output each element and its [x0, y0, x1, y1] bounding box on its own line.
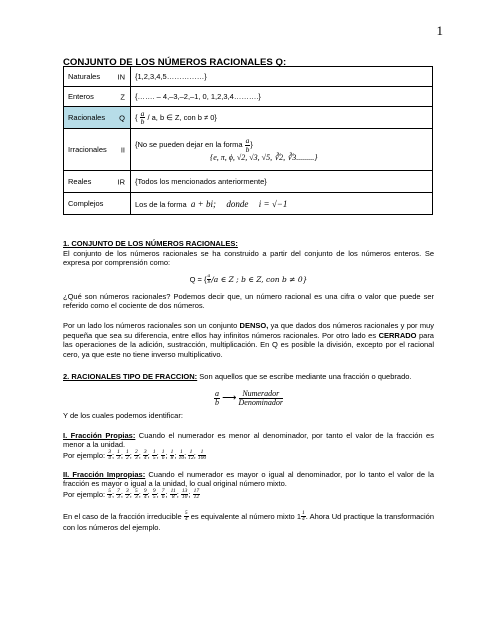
set-value: Los de la forma a + bi; donde i = √−1 [131, 193, 433, 215]
section-heading: 2. RACIONALES TIPO DE FRACCION: [63, 372, 198, 382]
example-fraction: $\frac{1}{10}$ [178, 448, 185, 462]
fraction: $\frac{a}{b}$ [245, 136, 250, 154]
example-fraction: $\frac{9}{5}$ [152, 487, 156, 501]
example-fraction: $\frac{1}{6}$ [161, 448, 165, 462]
set-name: Irracionales II [64, 129, 131, 171]
table-row [64, 107, 433, 129]
paragraph: Y de los cuales podemos identificar: [63, 410, 183, 420]
example-fraction: $\frac{1}{3}$ [117, 448, 120, 462]
page-number: 1 [436, 23, 443, 38]
example-fraction: $\frac{13}{10}$ [181, 487, 188, 501]
set-value: {No se pueden dejar en la forma $\frac{a}{b}$ } {e, π, ϕ, √2, √3, √5, ∛2, ∛3.........} [131, 129, 433, 171]
example-fraction: $\frac{5}{4}$ [108, 487, 111, 501]
fraction-list: $\frac{5}{4}$ ; $\frac{7}{3}$ ; $\frac{3}{2}$ ; $\frac{5}{3}$ ; $\frac{9}{4}$ ; $\frac{9}{5}$ ; $\frac{7}{6}$ ; $\frac{11}{8}$ ; $\frac{13}{10}$ ; $\frac{17}{12}$ [108, 487, 200, 501]
set-name: Racionales Q [64, 107, 131, 129]
paragraph: Por un lado los números racionales son un conjunto DENSO, ya que dados dos números racionales y por muy pequeña que sea su diferencia, entre ellos hay infinitos números racionales. Por otro lado es CERRADO para las operaciones de la adición, sustracción, multiplicación. En Q es posible la división, excepto por el racional cero, ya que este no tiene inverso multiplicativo. [63, 320, 434, 359]
example-fraction: $\frac{2}{3}$ [134, 448, 138, 462]
fraction: $\frac{5}{4}$ [184, 509, 188, 523]
paragraph: I. Fracción Propias: Cuando el numerador es menor al denominador, por tanto el valor de la fracción es menor a la unidad. [63, 430, 434, 450]
example-line: Por ejemplo: $\frac{3}{4}$ ; $\frac{1}{3}$ ; $\frac{1}{2}$ ; $\frac{2}{3}$ ; $\frac{3}{4}$ ; $\frac{1}{5}$ ; $\frac{1}{6}$ ; $\frac{1}{8}$ ; $\frac{1}{10}$ ; $\frac{1}{12}$ ; $\frac{1}{100}$ [63, 448, 207, 462]
example-fraction: $\frac{3}{4}$ [108, 448, 111, 462]
example-fraction: $\frac{1}{8}$ [170, 448, 174, 462]
set-name: Reales IR [64, 171, 131, 193]
paragraph: En el caso de la fracción irreducible $\frac{5}{4}$ es equivalente al número mixto 1 $\frac{1}{4}$ . Ahora Ud practique la transformación con los números del ejemplo. [63, 509, 434, 532]
example-fraction: $\frac{3}{4}$ [143, 448, 147, 462]
paragraph: II. Fracción Impropias: Cuando el numerador es mayor o igual al denominador, por lo tanto el valor de la fracción es mayor o igual a la unidad, lo cual original número mixto. [63, 469, 434, 489]
fraction: $\frac{a}{b}$ [140, 108, 145, 126]
example-fraction: $\frac{1}{2}$ [126, 448, 129, 462]
set-value: {Todos los mencionados anteriormente} [131, 171, 433, 193]
set-value: { $\frac{a}{b}$ / a, b ∈ Z, con b ≠ 0} [131, 107, 433, 129]
table-row [64, 171, 433, 193]
set-value: {1,2,3,4,5……………} [131, 67, 433, 87]
fraction: $\frac{a}{b}$ [215, 388, 219, 407]
table-row [64, 129, 433, 171]
section-heading: 1. CONJUNTO DE LOS NÚMEROS RACIONALES: [63, 239, 238, 248]
set-value: {……. – 4,–3,–2,–1, 0, 1,2,3,4……….} [131, 87, 433, 107]
set-formula: Q = { $\frac{a}{b}$ /a ∈ Z ; b ∈ Z, con b ≠ 0} [189, 272, 308, 286]
table-row [64, 67, 433, 87]
example-line: Por ejemplo: $\frac{5}{4}$ ; $\frac{7}{3}$ ; $\frac{3}{2}$ ; $\frac{5}{3}$ ; $\frac{9}{4}$ ; $\frac{9}{5}$ ; $\frac{7}{6}$ ; $\frac{11}{8}$ ; $\frac{13}{10}$ ; $\frac{17}{12}$ [63, 487, 200, 501]
fraction: $\frac{1}{4}$ [302, 509, 305, 523]
set-name: Enteros Z [64, 87, 131, 107]
example-fraction: $\frac{1}{5}$ [152, 448, 156, 462]
table-row [64, 87, 433, 107]
fraction-list: $\frac{3}{4}$ ; $\frac{1}{3}$ ; $\frac{1}{2}$ ; $\frac{2}{3}$ ; $\frac{3}{4}$ ; $\frac{1}{5}$ ; $\frac{1}{6}$ ; $\frac{1}{8}$ ; $\frac{1}{10}$ ; $\frac{1}{12}$ ; $\frac{1}{100}$ [108, 448, 207, 462]
fraction-mapping: $\frac{a}{b}$ ⟶ $\frac{\text{Numerador}}{\text{Denominador}}$ [215, 388, 283, 407]
set-name: Naturales IN [64, 67, 131, 87]
paragraph: El conjunto de los números racionales se ha construido a partir del conjunto de los números enteros. Se expresa por comprensión como: [63, 248, 434, 268]
example-fraction: $\frac{7}{3}$ [117, 487, 120, 501]
fraction: $\frac{a}{b}$ [207, 272, 211, 286]
document-body [63, 239, 434, 533]
example-fraction: $\frac{11}{8}$ [170, 487, 176, 501]
example-fraction: $\frac{17}{12}$ [193, 487, 200, 501]
table-row [64, 193, 433, 215]
example-fraction: $\frac{1}{12}$ [188, 448, 194, 462]
example-fraction: $\frac{9}{4}$ [143, 487, 147, 501]
set-name: Complejos [64, 193, 131, 215]
example-fraction: $\frac{3}{2}$ [126, 487, 129, 501]
example-fraction: $\frac{1}{100}$ [197, 448, 207, 462]
page-title: CONJUNTO DE LOS NÚMEROS RACIONALES Q: [63, 57, 287, 68]
fraction: $\frac{\text{Numerador}}{\text{Denominador}}$ [238, 388, 283, 407]
paragraph: 2. RACIONALES TIPO DE FRACCION: Son aquellos que se escribe mediante una fracción o quebrado. [63, 372, 412, 382]
paragraph: ¿Qué son números racionales? Podemos decir que, un número racional es una cifra o valor que puede ser referido como el cociente de dos números. [63, 291, 434, 311]
example-fraction: $\frac{7}{6}$ [161, 487, 165, 501]
example-fraction: $\frac{5}{3}$ [134, 487, 138, 501]
number-sets-table [63, 66, 433, 215]
